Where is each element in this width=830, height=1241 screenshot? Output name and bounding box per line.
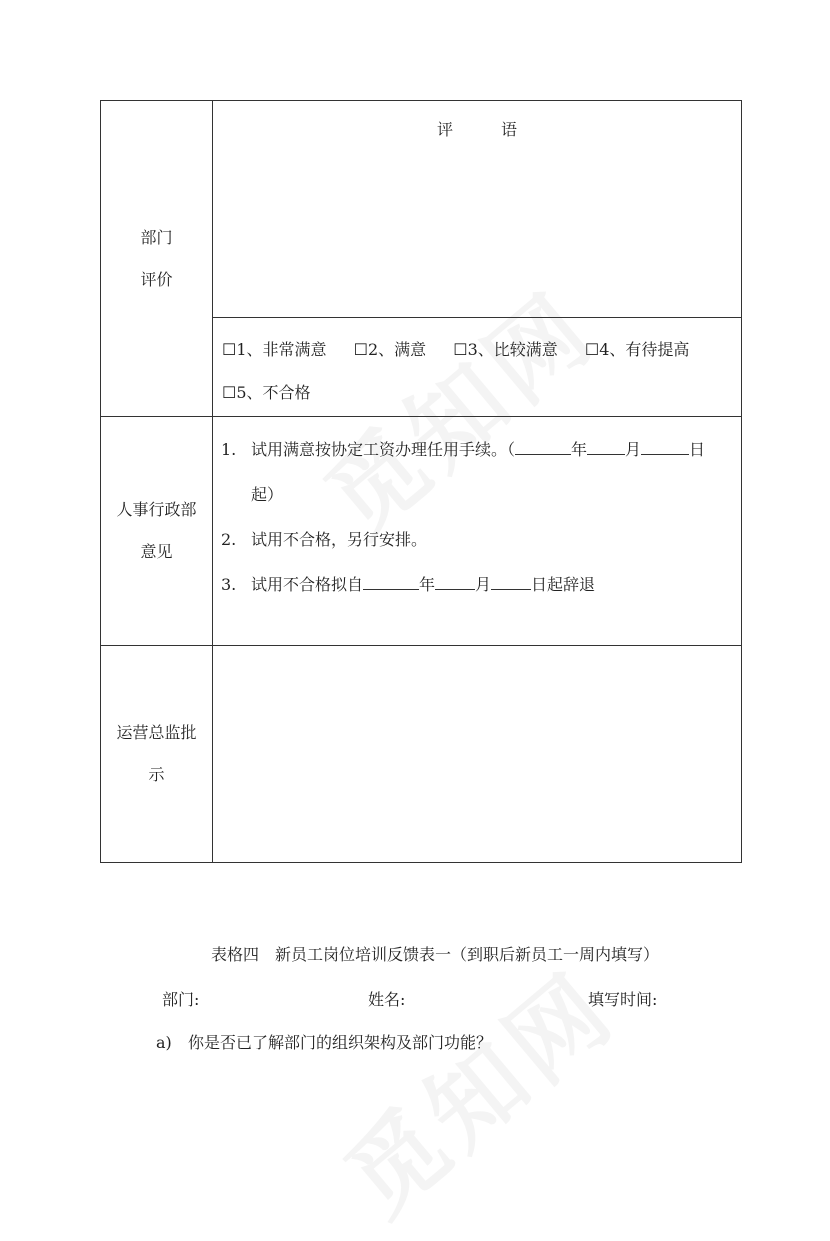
hr-option-2[interactable]: 2. 试用不合格，另行安排。 [221, 530, 428, 549]
rating-options [213, 318, 742, 417]
comments-field[interactable] [213, 101, 742, 318]
dept-eval-label: 部门 评价 [101, 101, 213, 417]
hr-option-1[interactable]: 1. 试用满意按协定工资办理任用手续。（ 年 月 日 [221, 440, 706, 459]
question-a: a) 你是否已了解部门的组织架构及部门功能？ [156, 1033, 493, 1052]
hr-opinion-label: 人事行政部 意见 [101, 417, 213, 646]
month-blank[interactable] [587, 438, 625, 455]
ops-director-field[interactable] [213, 646, 742, 863]
name-label: 姓名: [368, 990, 406, 1009]
hr-opinion-field [213, 417, 742, 646]
comments-title: 评语 [436, 120, 565, 139]
rating-option-5[interactable]: ☐5、不合格 [222, 383, 311, 402]
year-blank[interactable] [515, 438, 571, 455]
hr-option-1-cont: 起） [251, 485, 284, 504]
hr-option-3[interactable]: 3. 试用不合格拟自 年 月 日起辞退 [221, 575, 596, 594]
day-blank[interactable] [641, 438, 689, 455]
date-label: 填写时间: [588, 990, 658, 1009]
month-blank[interactable] [435, 573, 475, 590]
evaluation-table [100, 100, 742, 863]
rating-option-3[interactable]: ☐3、比较满意 [453, 340, 558, 359]
rating-option-1[interactable]: ☐1、非常满意 [222, 340, 327, 359]
day-blank[interactable] [491, 573, 531, 590]
ops-director-label: 运营总监批 示 [101, 646, 213, 863]
watermark [312, 936, 639, 1241]
rating-option-4[interactable]: ☐4、有待提高 [584, 340, 690, 359]
dept-label: 部门: [162, 990, 200, 1009]
form-title: 表格四 新员工岗位培训反馈表一（到职后新员工一周内填写） [210, 945, 659, 964]
year-blank[interactable] [363, 573, 419, 590]
rating-option-2[interactable]: ☐2、满意 [353, 340, 427, 359]
